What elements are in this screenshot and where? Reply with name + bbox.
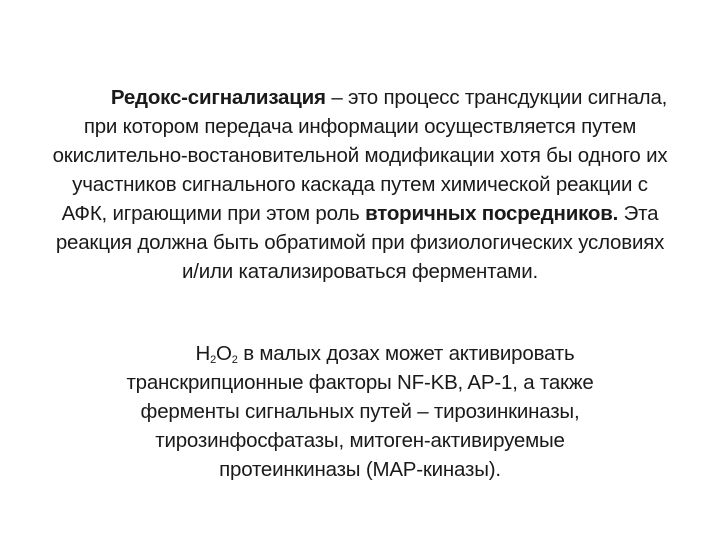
- formula-h2o2: [196, 342, 238, 365]
- formula-subscript: 2: [210, 353, 217, 366]
- term-redox-signaling: Редокс-сигнализация: [110, 85, 326, 109]
- reaction-text: Эта реакция должна быть обратимой при физиологических условиях и/или катализироваться ферментами.: [55, 201, 665, 283]
- emphasis-secondary-messengers: вторичных посредников.: [365, 201, 619, 225]
- h2o2-paragraph: [82, 339, 638, 484]
- formula-subscript: 2: [231, 353, 238, 366]
- formula-o: O: [216, 341, 232, 365]
- definition-text: – это процесс трансдукции сигнала, при котором передача информации осуществляется путем окислительно-востановительной модификации хотя бы одного их участников сигнального каскада путем химической реакции с АФК, играющими при этом роль: [52, 85, 668, 225]
- formula-h: H: [195, 341, 211, 365]
- h2o2-text: в малых дозах может активировать транскрипционные факторы NF-KB, AP-1, а также ферменты сигнальных путей – тирозинкиназы, тирозинфосфатазы, митоген-активируемые протеинкиназы (MAP-киназы).: [126, 341, 594, 481]
- definition-paragraph: [52, 83, 668, 286]
